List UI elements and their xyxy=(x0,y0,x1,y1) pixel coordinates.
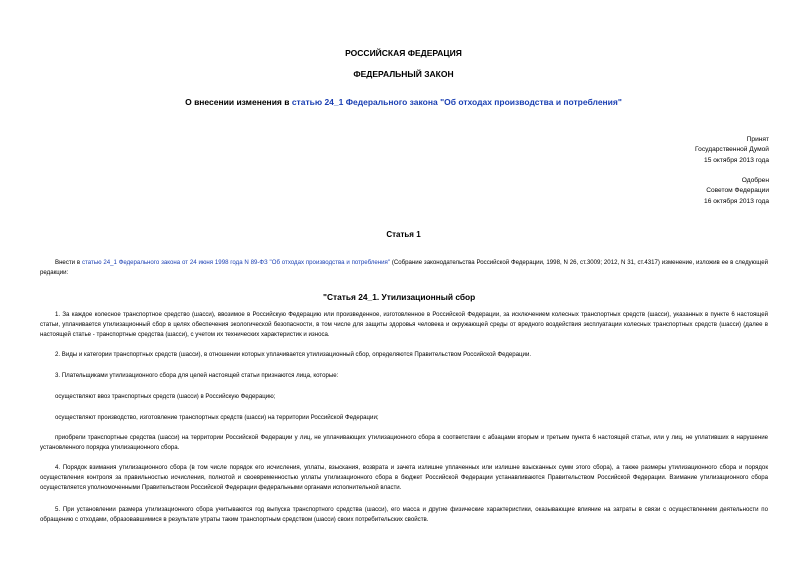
law-title-link[interactable]: статью 24_1 Федерального закона "Об отходах производства и потребления" xyxy=(291,97,622,107)
law-title-prefix: О внесении изменения в xyxy=(185,97,292,107)
paragraph-3-item-1: осуществляют ввоз транспортных средств (шасси) в Российскую Федерацию; xyxy=(55,393,276,400)
article-24-1-heading: "Статья 24_1. Утилизационный сбор xyxy=(323,292,476,302)
paragraph-3: 3. Плательщиками утилизационного сбора для целей настоящей статьи признаются лица, которые: xyxy=(55,372,339,379)
intro-rest: (Собрание законодательства Российской Федерации, 1998, N 26, ст.3009; 2012, N 31, ст.4317) изменение, изложив ее в следующей редакции: xyxy=(40,259,768,277)
paragraph-3-item-3: приобрели транспортные средства (шасси) на территории Российской Федерации у лиц, не уплачивающих утилизационного сбора в соответствии с абзацами вторым и третьим пункта 6 настоящей статьи, или у лиц, не уплативших в нарушение установленного порядка утилизационного сбора. xyxy=(40,434,768,452)
paragraph-3-item-2: осуществляют производство, изготовление транспортных средств (шасси) на территории Российской Федерации; xyxy=(55,414,379,421)
article-1-intro xyxy=(40,258,768,278)
paragraph-5: 5. При установлении размера утилизационного сбора учитываются год выпуска транспортного средства (шасси), его масса и другие физические характеристики, оказывающие влияние на затраты в связи с осуществлением деятельности по обращению с отходами, образовавшимися в результате утраты таким транспортным средством (шасси) своих потребительских свойств. xyxy=(40,506,768,524)
paragraph-2: 2. Виды и категории транспортных средств (шасси), в отношении которых уплачивается утилизационный сбор, определяются Правительством Российской Федерации. xyxy=(55,351,532,358)
article-1-heading: Статья 1 xyxy=(386,230,421,239)
country-heading: РОССИЙСКАЯ ФЕДЕРАЦИЯ xyxy=(345,48,462,58)
adoption-line-1: Принят xyxy=(746,136,769,143)
paragraph-4: 4. Порядок взимания утилизационного сбора (в том числе порядок его исчисления, уплаты, взыскания, возврата и зачета излишне уплаченных или излишне взысканных сумм этого сбора), а также размеры утилизационного сбора и порядок осуществления контроля за правильностью исчисления, полнотой и своевременностью уплаты утилизационного сбора в бюджет Российской Федерации устанавливаются Правительством Российской Федерации. Взимание утилизационного сбора осуществляется уполномоченными Правительством Российской Федерации федеральными органами исполнительной власти. xyxy=(40,464,768,492)
intro-law-link[interactable]: статью 24_1 Федерального закона от 24 июня 1998 года N 89-ФЗ "Об отходах производства и потребления" xyxy=(81,259,391,266)
paragraph-1: 1. За каждое колесное транспортное средство (шасси), ввозимое в Российскую Федерацию или произведенное, изготовленное в Российской Федерации, за исключением колесных транспортных средств (шасси), указанных в пункте 6 настоящей статьи, уплачивается утилизационный сбор в целях обеспечения экологической безопасности, в том числе для защиты здоровья человека и окружающей среды от вредного воздействия эксплуатации колесных транспортных средств (шасси) (далее в настоящей статье - транспортные средства (шасси), с учетом их технических характеристик и износа. xyxy=(40,311,768,339)
approval-stamp xyxy=(569,176,769,207)
adoption-date: 15 октября 2013 года xyxy=(704,156,769,164)
approval-line-2: Советом Федерации xyxy=(706,187,769,195)
intro-prefix: Внести в xyxy=(55,259,82,266)
adoption-line-2: Государственной Думой xyxy=(695,146,769,154)
approval-date: 16 октября 2013 года xyxy=(704,197,769,205)
law-type-heading: ФЕДЕРАЛЬНЫЙ ЗАКОН xyxy=(353,69,454,79)
approval-line-1: Одобрен xyxy=(741,177,769,184)
adoption-stamp xyxy=(569,135,769,166)
law-title xyxy=(0,97,807,107)
